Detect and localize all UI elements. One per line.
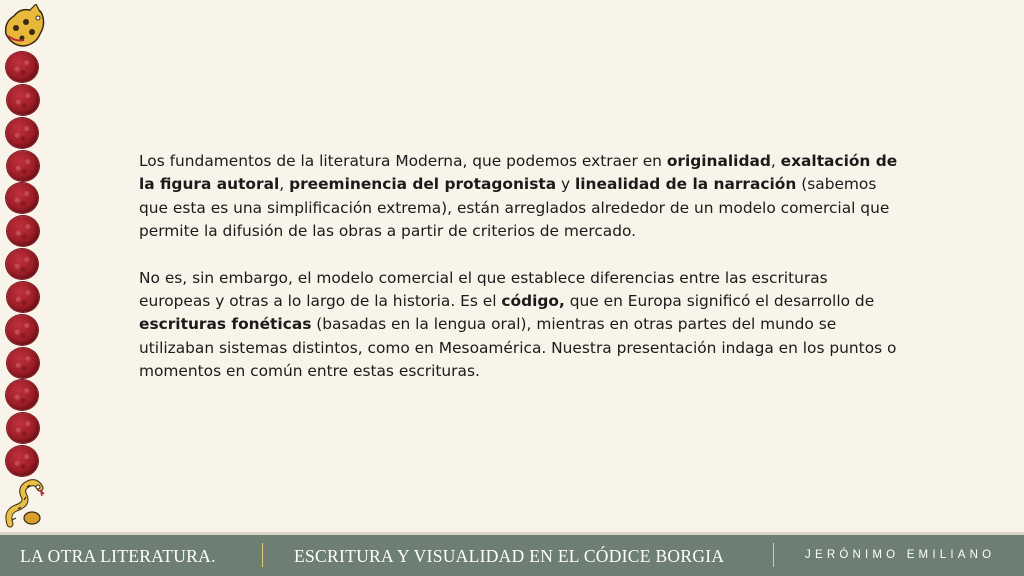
red-numeral-dot-icon: [7, 151, 39, 181]
red-numeral-dot-icon: [7, 348, 39, 378]
text-run: ,: [279, 175, 290, 194]
text-run: que en Europa significó el desarrollo de: [564, 292, 875, 311]
footer-series-title: LA OTRA LITERATURA.: [20, 546, 216, 566]
codex-serpent-glyph-icon: [2, 478, 46, 528]
footer-presentation-title: ESCRITURA Y VISUALIDAD EN EL CÓDICE BORGIA: [294, 546, 725, 566]
decorative-column: [0, 0, 50, 532]
text-run: (sabemos que esta es una simplificación extrema), están arreglados alrededor de un modelo comercial que permite la difusión de las obras a partir de criterios de mercado.: [139, 175, 890, 241]
text-run: ,: [770, 152, 781, 170]
red-numeral-dot-icon: [6, 118, 38, 148]
text-run: y: [556, 175, 575, 194]
red-numeral-dot-icon: [6, 52, 38, 82]
red-numeral-dot-icon: [6, 315, 38, 345]
paragraph-fundamentos: [139, 150, 899, 244]
emphasis-term: código,: [501, 292, 565, 311]
footer-separator: [773, 543, 774, 567]
paragraph-codigo: [139, 267, 899, 384]
text-run: Los fundamentos de la literatura Moderna, que podemos extraer en: [139, 152, 667, 170]
red-numeral-dot-icon: [7, 282, 39, 312]
red-numeral-dot-icon: [6, 380, 38, 410]
emphasis-term: linealidad de la narración: [575, 175, 797, 194]
text-run: No es, sin embargo, el modelo comercial el que establece diferencias entre las escrituras europeas y otras a lo largo de la historia. Es el: [139, 268, 828, 311]
emphasis-term: originalidad: [666, 152, 771, 170]
emphasis-term: escrituras fonéticas: [139, 315, 312, 334]
footer-separator: [262, 543, 263, 567]
emphasis-term: exaltación de la figura autoral: [139, 152, 898, 194]
slide-body: [139, 150, 899, 407]
red-numeral-dot-icon: [7, 216, 39, 246]
red-numeral-dot-icon: [6, 183, 38, 213]
footer-author-name: JERÓNIMO EMILIANO: [805, 549, 996, 561]
red-numeral-dot-icon: [7, 85, 39, 115]
emphasis-term: preeminencia del protagonista: [289, 175, 557, 194]
text-run: (basadas en la lengua oral), mientras en otras partes del mundo se utilizaban sistemas distintos, como en Mesoamérica. Nuestra presentación indaga en los puntos o momentos en común entre estas escrituras.: [139, 315, 897, 381]
red-numeral-dot-icon: [6, 446, 38, 476]
red-numeral-dot-icon: [6, 249, 38, 279]
footer-bar: [0, 532, 1024, 576]
red-numeral-dot-icon: [7, 413, 39, 443]
codex-jaguar-glyph-icon: [2, 4, 46, 50]
